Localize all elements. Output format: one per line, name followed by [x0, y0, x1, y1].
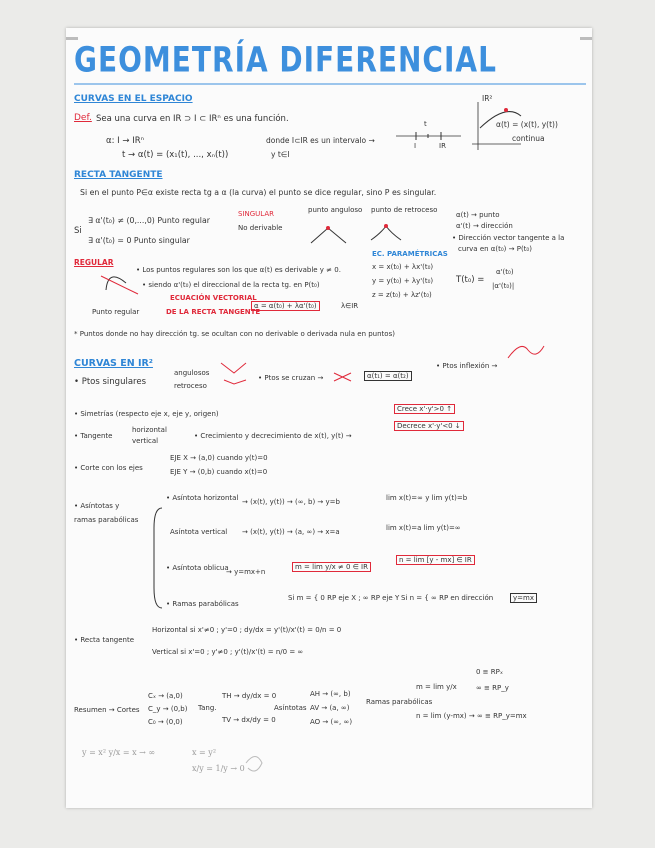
corte-eje-y: EJE Y → (0,b) cuando x(t)=0: [170, 468, 268, 476]
scribble-1: y = x² y/x = x → ∞: [82, 748, 156, 757]
ec-vectorial-heading-1: ECUACIÓN VECTORIAL: [170, 294, 257, 302]
ptos-inflexion: • Ptos inflexión →: [436, 362, 498, 370]
alpha-xy: α(t) = (x(t), y(t)): [496, 120, 558, 129]
asintota-horizontal-limit: lim x(t)=∞ y lim y(t)=b: [386, 494, 468, 502]
asintota-vertical-limit: lim x(t)=a lim y(t)=∞: [386, 524, 461, 532]
resumen-tv: TV → dx/dy = 0: [222, 716, 276, 724]
cond-regular: ∃ α'(t₀) ≠ (0,...,0) Punto regular: [88, 216, 210, 225]
param-y: y = y(t₀) + λy'(t₀): [372, 277, 434, 285]
notes-page: [66, 28, 592, 808]
section-heading-curvas-espacio: CURVAS EN EL ESPACIO: [74, 94, 193, 104]
resumen-ao: AO → (∞, ∞): [310, 718, 353, 726]
resumen-corte-x: Cₓ → (a,0): [148, 692, 183, 700]
ec-parametricas-heading: EC. PARAMÉTRICAS: [372, 250, 448, 258]
scribble-3: x/y = 1/y → 0: [192, 764, 245, 773]
definition-text: Sea una curva en IR ⊃ I ⊂ IRⁿ es una función.: [96, 114, 289, 124]
resumen-asintotas: Asíntotas: [274, 704, 307, 712]
resumen-cortes: Resumen → Cortes: [74, 706, 140, 714]
regular-point-1: • Los puntos regulares son los que α(t) es derivable y ≠ 0.: [136, 266, 341, 274]
punto-regular-label: Punto regular: [92, 308, 140, 316]
ramas-si-n: Si n = { ∞ RP en dirección: [401, 594, 494, 602]
recta-tangente-vertical: Vertical si x'=0 ; y'≠0 ; y'(t)/x'(t) = n/0 = ∞: [152, 648, 304, 656]
recta-tangente-horizontal: Horizontal si x'≠0 ; y'=0 ; dy/dx = y'(t)/x'(t) = 0/n = 0: [152, 626, 342, 634]
continua-label: continua: [512, 134, 545, 143]
axis-ir: IR: [439, 142, 446, 150]
ptos-cruzan: • Ptos se cruzan →: [258, 374, 324, 382]
punto-anguloso-label: punto anguloso: [308, 206, 363, 214]
tangente-horizontal: horizontal: [132, 426, 167, 434]
asintota-horizontal: • Asíntota horizontal: [166, 494, 239, 502]
ec-vectorial-heading-2: DE LA RECTA TANGENTE: [166, 308, 261, 316]
asintota-horizontal-formula: → (x(t), y(t)) → (∞, b) → y=b: [242, 498, 340, 506]
resumen-av: AV → (a, ∞): [310, 704, 350, 712]
resumen-m: m = lim y/x: [416, 683, 457, 691]
definition-label: Def.: [74, 113, 92, 123]
note-direccion-vector: • Dirección vector tangente a la: [452, 234, 565, 242]
page-title: GEOMETRÍA DIFERENCIAL: [74, 39, 497, 81]
asintota-vertical-formula: → (x(t), y(t)) → (a, ∞) → x=a: [242, 528, 340, 536]
no-derivable: No derivable: [238, 224, 283, 232]
asintota-oblicua-n: n = lim [y - mx] ∈ IR: [396, 555, 475, 565]
resumen-n: n = lim (y-mx) → ∞ ≡ RP_y=mx: [416, 712, 527, 720]
ec-vectorial: α = α(t₀) + λα'(t₀): [251, 301, 320, 311]
resumen-corte-origen: C₀ → (0,0): [148, 718, 183, 726]
unit-tangent-num: α'(t₀): [496, 268, 514, 276]
ramas-parabolicas: • Ramas parabólicas: [166, 600, 239, 608]
regular-heading: REGULAR: [74, 258, 114, 267]
ptos-singulares: • Ptos singulares: [74, 377, 147, 387]
graph-r2: IR²: [482, 94, 493, 103]
resumen-minf: ∞ ≡ RP_y: [476, 684, 509, 692]
resumen-corte-y: C_y → (0,b): [148, 705, 188, 713]
scribble-2: x = y²: [192, 748, 217, 757]
resumen-tang: Tang.: [198, 704, 217, 712]
simetrias: • Simetrías (respecto eje x, eje y, origen): [74, 410, 219, 418]
tangente-note: * Puntos donde no hay dirección tg. se ocultan con no derivable o derivada nula en puntos): [74, 330, 395, 338]
resumen-ramas: Ramas parabólicas: [366, 698, 433, 706]
asintota-vertical: Asíntota vertical: [170, 528, 228, 536]
param-z: z = z(t₀) + λz'(t₀): [372, 291, 432, 299]
param-x: x = x(t₀) + λx'(t₀): [372, 263, 434, 271]
note-curva-en: curva en α(t₀) → P(t₀): [458, 245, 532, 253]
section-heading-curvas-r2: CURVAS EN IR²: [74, 358, 153, 369]
tangente-vertical: vertical: [132, 437, 159, 445]
corte-eje-x: EJE X → (a,0) cuando y(t)=0: [170, 454, 268, 462]
crece-box: Crece x'·y'>0 ↑: [394, 404, 455, 414]
unit-tangent-label: T(t₀) =: [456, 275, 485, 285]
decrece-box: Decrece x'·y'<0 ↓: [394, 421, 464, 431]
axis-t: t: [424, 120, 427, 128]
note-alpha-direccion: α'(t) → dirección: [456, 222, 513, 230]
asintota-oblicua: • Asíntota oblicua: [166, 564, 229, 572]
unit-tangent-den: |α'(t₀)|: [492, 282, 515, 290]
si-label: Si: [74, 226, 82, 236]
alpha-assign: t → α(t) = (x₁(t), ..., xₙ(t)): [122, 150, 229, 160]
regular-point-2: • siendo α'(t₀) el direccional de la recta tg. en P(t₀): [142, 281, 320, 289]
tangente-item: • Tangente: [74, 432, 113, 440]
singular-label: SINGULAR: [238, 210, 275, 218]
resumen-th: TH → dy/dx = 0: [222, 692, 277, 700]
retroceso: retroceso: [174, 382, 207, 390]
note-alpha-punto: α(t) → punto: [456, 211, 500, 219]
cruce-formula: α(t₁) = α(t₂): [364, 371, 412, 381]
section-heading-recta-tangente: RECTA TANGENTE: [74, 170, 163, 180]
ramas-ymx: y=mx: [510, 593, 537, 603]
asintota-oblicua-m: m = lim y/x ≠ 0 ∈ IR: [292, 562, 371, 572]
punto-retroceso-label: punto de retroceso: [371, 206, 438, 214]
donde-text: donde I⊂IR es un intervalo →: [266, 136, 375, 145]
ramas-si-m: Si m = { 0 RP eje X ; ∞ RP eje Y: [288, 594, 400, 602]
resumen-m0: 0 ≡ RPₓ: [476, 668, 503, 676]
recta-tangente-item: • Recta tangente: [74, 636, 135, 644]
y-t-text: y t∈I: [271, 150, 290, 159]
asintota-oblicua-formula: → y=mx+n: [226, 568, 266, 576]
resumen-ah: AH → (∞, b): [310, 690, 351, 698]
corte-ejes: • Corte con los ejes: [74, 464, 143, 472]
axis-i: I: [414, 142, 417, 150]
crecimiento-item: • Crecimiento y decrecimiento de x(t), y(t) →: [194, 432, 352, 440]
angulosos: angulosos: [174, 369, 210, 377]
alpha-map: α: I → IRⁿ: [106, 136, 145, 146]
asintotas-heading: • Asíntotas y: [74, 502, 120, 510]
cond-singular: ∃ α'(t₀) = 0 Punto singular: [88, 236, 190, 245]
ramas-heading: ramas parabólicas: [74, 516, 139, 524]
tangente-intro: Si en el punto P∈α existe recta tg a α (la curva) el punto se dice regular, sino P es singular.: [80, 188, 437, 197]
lambda-in-r: λ∈IR: [341, 302, 359, 310]
